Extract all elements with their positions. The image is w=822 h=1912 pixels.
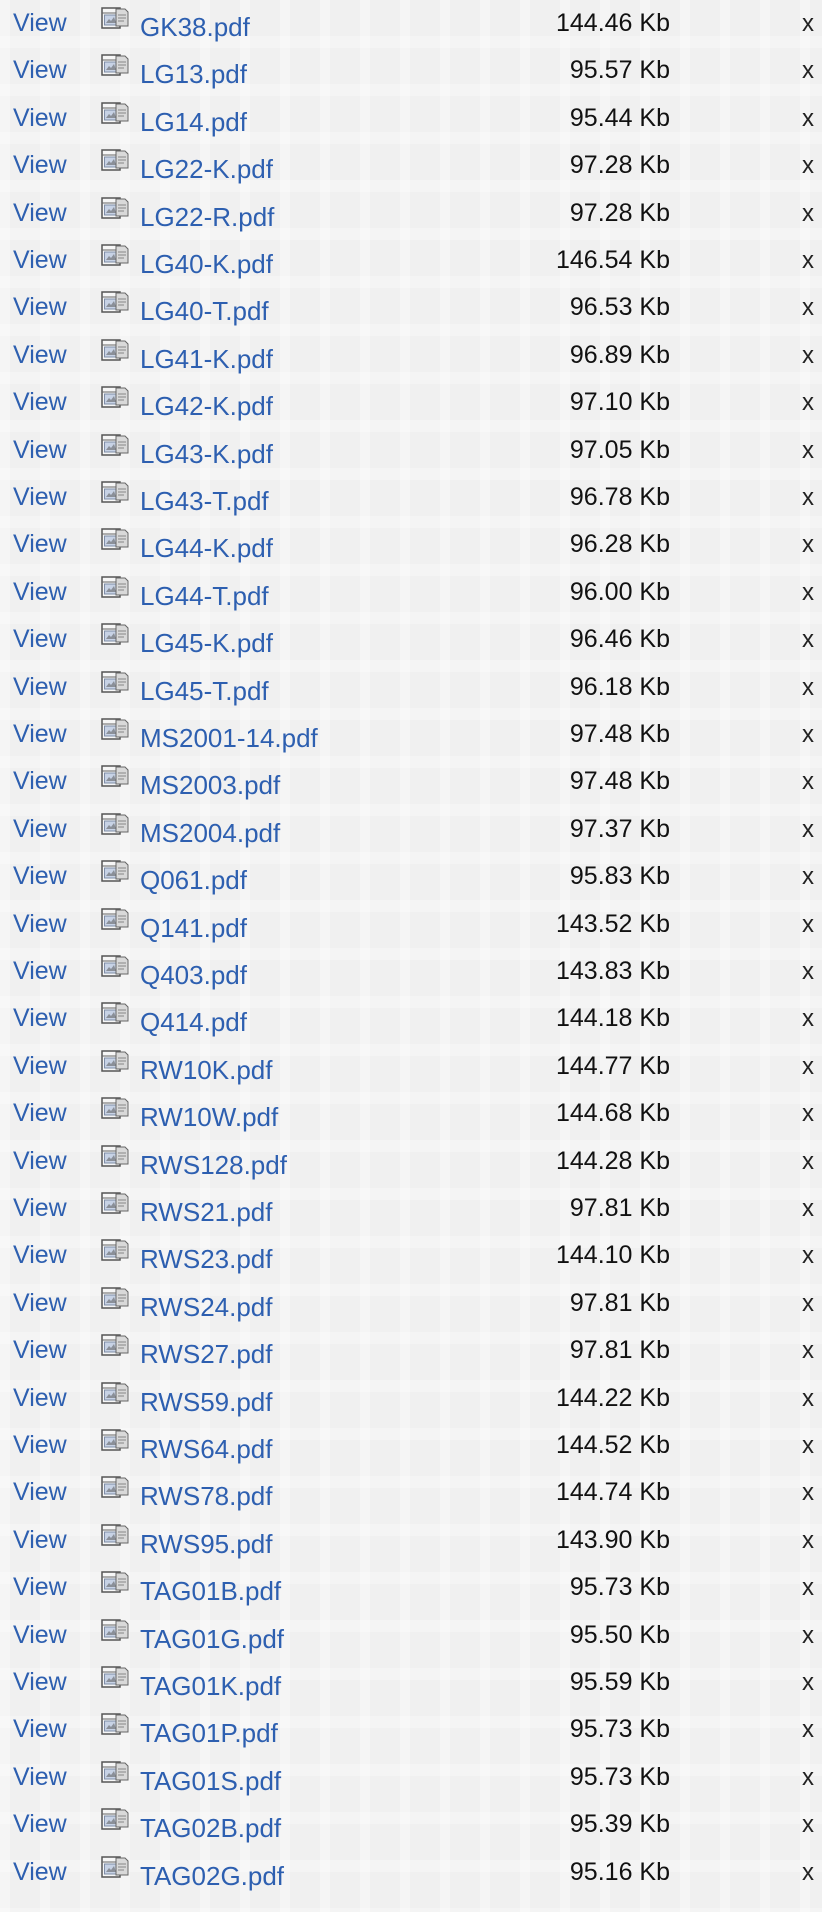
file-name[interactable]: LG45-K.pdf bbox=[140, 628, 273, 659]
remove-button[interactable]: x bbox=[802, 389, 814, 417]
file-row bbox=[0, 1232, 822, 1280]
file-size: 96.28 Kb bbox=[569, 530, 670, 559]
file-size: 95.57 Kb bbox=[569, 56, 670, 85]
file-size: 97.81 Kb bbox=[569, 1288, 670, 1317]
view-link[interactable]: View bbox=[13, 957, 67, 985]
file-name[interactable]: RWS64.pdf bbox=[140, 1434, 273, 1464]
file-icon bbox=[101, 718, 129, 742]
file-icon bbox=[101, 149, 129, 173]
file-row bbox=[0, 474, 822, 522]
file-name[interactable]: TAG01B.pdf bbox=[140, 1576, 282, 1607]
file-size: 144.77 Kb bbox=[556, 1051, 670, 1080]
file-row bbox=[0, 948, 822, 996]
file-size: 95.73 Kb bbox=[569, 1573, 670, 1602]
view-link[interactable]: View bbox=[13, 1383, 67, 1412]
remove-button[interactable]: x bbox=[802, 57, 814, 85]
view-link[interactable]: View bbox=[13, 435, 67, 464]
file-name[interactable]: MS2001-14.pdf bbox=[140, 723, 318, 753]
file-icon bbox=[101, 813, 129, 837]
file-row bbox=[0, 1422, 822, 1470]
file-row bbox=[0, 1375, 822, 1423]
view-link[interactable]: View bbox=[13, 388, 67, 417]
remove-button[interactable]: x bbox=[802, 484, 814, 511]
file-name[interactable]: RWS27.pdf bbox=[140, 1339, 273, 1370]
file-icon bbox=[101, 671, 129, 695]
file-row bbox=[0, 1849, 822, 1897]
file-row bbox=[0, 0, 822, 48]
file-row bbox=[0, 1612, 822, 1660]
view-link[interactable]: View bbox=[13, 720, 67, 748]
file-name[interactable]: LG43-K.pdf bbox=[140, 438, 273, 469]
remove-button[interactable]: x bbox=[802, 1526, 814, 1554]
file-icon bbox=[101, 1097, 129, 1121]
remove-button[interactable]: x bbox=[802, 199, 814, 227]
remove-button[interactable]: x bbox=[802, 1195, 814, 1222]
file-row bbox=[0, 1564, 822, 1612]
file-icon bbox=[101, 576, 129, 600]
file-icon bbox=[101, 7, 129, 31]
file-name[interactable]: TAG02G.pdf bbox=[140, 1860, 285, 1891]
view-link[interactable]: View bbox=[13, 1241, 67, 1270]
remove-button[interactable]: x bbox=[802, 247, 814, 274]
file-size: 95.44 Kb bbox=[569, 103, 670, 132]
file-icon bbox=[101, 244, 129, 268]
remove-button[interactable]: x bbox=[802, 1811, 814, 1839]
view-link[interactable]: View bbox=[13, 530, 67, 559]
remove-button[interactable]: x bbox=[802, 1621, 814, 1649]
view-link[interactable]: View bbox=[13, 1194, 67, 1222]
view-link[interactable]: View bbox=[13, 672, 67, 701]
file-name[interactable]: Q414.pdf bbox=[140, 1007, 247, 1038]
file-size: 146.54 Kb bbox=[556, 246, 670, 274]
file-row bbox=[0, 664, 822, 712]
file-name[interactable]: RWS24.pdf bbox=[140, 1291, 273, 1322]
file-size: 97.48 Kb bbox=[569, 767, 670, 796]
remove-button[interactable]: x bbox=[802, 1242, 814, 1270]
file-size: 144.74 Kb bbox=[556, 1478, 670, 1507]
file-icon bbox=[101, 1050, 129, 1074]
view-link[interactable]: View bbox=[13, 1478, 67, 1507]
file-row bbox=[0, 1090, 822, 1138]
file-name[interactable]: LG14.pdf bbox=[140, 106, 247, 137]
view-link[interactable]: View bbox=[13, 483, 67, 511]
file-row bbox=[0, 711, 822, 759]
file-size: 96.00 Kb bbox=[569, 577, 670, 606]
file-size: 96.18 Kb bbox=[569, 672, 670, 701]
file-row bbox=[0, 901, 822, 949]
file-icon bbox=[101, 1145, 129, 1169]
remove-button[interactable]: x bbox=[802, 626, 814, 654]
file-name[interactable]: TAG02B.pdf bbox=[140, 1813, 282, 1844]
view-link[interactable]: View bbox=[13, 198, 67, 227]
file-row bbox=[0, 95, 822, 143]
remove-button[interactable]: x bbox=[802, 863, 814, 891]
remove-button[interactable]: x bbox=[802, 1337, 814, 1365]
file-name[interactable]: TAG01G.pdf bbox=[140, 1623, 285, 1654]
view-link[interactable]: View bbox=[13, 151, 67, 180]
file-icon bbox=[101, 1666, 129, 1690]
remove-button[interactable]: x bbox=[802, 768, 814, 796]
file-row bbox=[0, 284, 822, 332]
file-size: 95.50 Kb bbox=[569, 1620, 670, 1649]
remove-button[interactable]: x bbox=[802, 910, 814, 938]
view-link[interactable]: View bbox=[13, 1620, 67, 1649]
remove-button[interactable]: x bbox=[802, 1716, 814, 1744]
file-name[interactable]: RWS95.pdf bbox=[140, 1528, 273, 1559]
file-size: 95.59 Kb bbox=[569, 1668, 670, 1696]
remove-button[interactable]: x bbox=[802, 152, 814, 180]
view-link[interactable]: View bbox=[13, 103, 67, 132]
file-name[interactable]: LG42-K.pdf bbox=[140, 391, 273, 422]
file-name[interactable]: LG22-R.pdf bbox=[140, 201, 275, 232]
view-link[interactable]: View bbox=[13, 340, 67, 369]
file-name[interactable]: LG41-K.pdf bbox=[140, 343, 273, 374]
file-icon bbox=[101, 102, 129, 126]
file-icon bbox=[101, 1761, 129, 1785]
remove-button[interactable]: x bbox=[802, 1432, 814, 1459]
view-link[interactable]: View bbox=[13, 862, 67, 891]
file-size: 97.81 Kb bbox=[569, 1336, 670, 1365]
remove-button[interactable]: x bbox=[802, 1147, 814, 1175]
remove-button[interactable]: x bbox=[802, 1052, 814, 1080]
file-row bbox=[0, 569, 822, 617]
remove-button[interactable]: x bbox=[802, 1479, 814, 1507]
file-name[interactable]: LG40-K.pdf bbox=[140, 249, 273, 279]
file-size: 97.28 Kb bbox=[569, 198, 670, 227]
file-row bbox=[0, 1754, 822, 1802]
file-icon bbox=[101, 623, 129, 647]
file-size: 97.05 Kb bbox=[569, 435, 670, 464]
file-row bbox=[0, 1659, 822, 1707]
file-icon bbox=[101, 54, 129, 78]
file-row bbox=[0, 1043, 822, 1091]
file-icon bbox=[101, 860, 129, 884]
file-size: 95.73 Kb bbox=[569, 1762, 670, 1791]
file-name[interactable]: TAG01P.pdf bbox=[140, 1718, 278, 1749]
file-size: 144.46 Kb bbox=[556, 9, 670, 37]
file-name[interactable]: Q061.pdf bbox=[140, 865, 247, 896]
view-link[interactable]: View bbox=[13, 577, 67, 606]
file-size: 96.78 Kb bbox=[569, 483, 670, 511]
file-icon bbox=[101, 528, 129, 552]
file-name[interactable]: LG43-T.pdf bbox=[140, 486, 269, 516]
view-link[interactable]: View bbox=[13, 767, 67, 796]
file-name[interactable]: LG13.pdf bbox=[140, 59, 247, 90]
view-link[interactable]: View bbox=[13, 1288, 67, 1317]
remove-button[interactable]: x bbox=[802, 1384, 814, 1412]
file-name[interactable]: GK38.pdf bbox=[140, 12, 250, 42]
file-size: 144.22 Kb bbox=[556, 1383, 670, 1412]
file-size: 143.90 Kb bbox=[556, 1525, 670, 1554]
file-icon bbox=[101, 1239, 129, 1263]
file-size: 97.81 Kb bbox=[569, 1194, 670, 1222]
file-icon bbox=[101, 434, 129, 458]
view-link[interactable]: View bbox=[13, 246, 67, 274]
file-name[interactable]: RWS23.pdf bbox=[140, 1244, 273, 1275]
file-size: 95.83 Kb bbox=[569, 862, 670, 891]
file-row bbox=[0, 47, 822, 95]
remove-button[interactable]: x bbox=[802, 721, 814, 748]
file-icon bbox=[101, 386, 129, 410]
file-name[interactable]: LG44-K.pdf bbox=[140, 533, 273, 564]
view-link[interactable]: View bbox=[13, 1810, 67, 1839]
file-name[interactable]: LG44-T.pdf bbox=[140, 580, 269, 611]
file-row bbox=[0, 237, 822, 285]
file-name[interactable]: RWS128.pdf bbox=[140, 1149, 287, 1180]
file-row bbox=[0, 758, 822, 806]
view-link[interactable]: View bbox=[13, 56, 67, 85]
file-icon bbox=[101, 1334, 129, 1358]
remove-button[interactable]: x bbox=[802, 1100, 814, 1128]
file-icon bbox=[101, 339, 129, 363]
file-name[interactable]: RWS21.pdf bbox=[140, 1197, 273, 1227]
file-size: 143.83 Kb bbox=[556, 957, 670, 985]
file-icon bbox=[101, 908, 129, 932]
remove-button[interactable]: x bbox=[802, 531, 814, 559]
file-size: 96.53 Kb bbox=[569, 293, 670, 322]
file-size: 96.89 Kb bbox=[569, 340, 670, 369]
file-size: 97.48 Kb bbox=[569, 720, 670, 748]
file-row bbox=[0, 332, 822, 380]
remove-button[interactable]: x bbox=[802, 578, 814, 606]
file-row bbox=[0, 1706, 822, 1754]
remove-button[interactable]: x bbox=[802, 1289, 814, 1317]
file-name[interactable]: TAG01S.pdf bbox=[140, 1765, 282, 1796]
file-name[interactable]: RWS59.pdf bbox=[140, 1386, 273, 1417]
remove-button[interactable]: x bbox=[802, 1574, 814, 1602]
view-link[interactable]: View bbox=[13, 9, 67, 37]
file-size: 144.52 Kb bbox=[556, 1431, 670, 1459]
file-name[interactable]: LG40-T.pdf bbox=[140, 296, 269, 327]
file-name[interactable]: RW10K.pdf bbox=[140, 1054, 273, 1085]
view-link[interactable]: View bbox=[13, 1573, 67, 1602]
remove-button[interactable]: x bbox=[802, 958, 814, 985]
file-size: 96.46 Kb bbox=[569, 625, 670, 654]
file-row bbox=[0, 616, 822, 664]
view-link[interactable]: View bbox=[13, 1004, 67, 1033]
file-icon bbox=[101, 1571, 129, 1595]
file-icon bbox=[101, 1382, 129, 1406]
file-name[interactable]: TAG01K.pdf bbox=[140, 1671, 282, 1701]
file-row bbox=[0, 142, 822, 190]
view-link[interactable]: View bbox=[13, 1715, 67, 1744]
file-row bbox=[0, 1280, 822, 1328]
file-row bbox=[0, 521, 822, 569]
file-icon bbox=[101, 1808, 129, 1832]
file-icon bbox=[101, 1619, 129, 1643]
file-name[interactable]: MS2003.pdf bbox=[140, 770, 281, 801]
remove-button[interactable]: x bbox=[802, 1005, 814, 1033]
file-size: 97.28 Kb bbox=[569, 151, 670, 180]
remove-button[interactable]: x bbox=[802, 341, 814, 369]
remove-button[interactable]: x bbox=[802, 815, 814, 843]
file-icon bbox=[101, 1524, 129, 1548]
file-size: 97.10 Kb bbox=[569, 388, 670, 417]
file-name[interactable]: LG22-K.pdf bbox=[140, 154, 273, 185]
file-icon bbox=[101, 1287, 129, 1311]
view-link[interactable]: View bbox=[13, 909, 67, 938]
file-size: 144.10 Kb bbox=[556, 1241, 670, 1270]
remove-button[interactable]: x bbox=[802, 436, 814, 464]
file-size: 144.18 Kb bbox=[556, 1004, 670, 1033]
file-row bbox=[0, 427, 822, 475]
file-name[interactable]: RW10W.pdf bbox=[140, 1102, 279, 1133]
file-name[interactable]: Q403.pdf bbox=[140, 960, 247, 990]
file-row bbox=[0, 1517, 822, 1565]
view-link[interactable]: View bbox=[13, 293, 67, 322]
view-link[interactable]: View bbox=[13, 1668, 67, 1696]
view-link[interactable]: View bbox=[13, 1146, 67, 1175]
file-row bbox=[0, 1469, 822, 1517]
file-icon bbox=[101, 1476, 129, 1500]
file-name[interactable]: RWS78.pdf bbox=[140, 1481, 273, 1512]
file-size: 143.52 Kb bbox=[556, 909, 670, 938]
file-row bbox=[0, 806, 822, 854]
view-link[interactable]: View bbox=[13, 1051, 67, 1080]
view-link[interactable]: View bbox=[13, 814, 67, 843]
file-icon bbox=[101, 765, 129, 789]
file-size: 95.73 Kb bbox=[569, 1715, 670, 1744]
file-size: 97.37 Kb bbox=[569, 814, 670, 843]
remove-button[interactable]: x bbox=[802, 10, 814, 37]
file-row bbox=[0, 1327, 822, 1375]
file-row bbox=[0, 1138, 822, 1186]
file-size: 144.68 Kb bbox=[556, 1099, 670, 1128]
file-icon bbox=[101, 291, 129, 315]
view-link[interactable]: View bbox=[13, 1525, 67, 1554]
view-link[interactable]: View bbox=[13, 625, 67, 654]
file-icon bbox=[101, 481, 129, 505]
file-row bbox=[0, 995, 822, 1043]
file-name[interactable]: MS2004.pdf bbox=[140, 817, 281, 848]
file-row bbox=[0, 1801, 822, 1849]
file-name[interactable]: Q141.pdf bbox=[140, 912, 247, 943]
file-icon bbox=[101, 955, 129, 979]
file-icon bbox=[101, 197, 129, 221]
view-link[interactable]: View bbox=[13, 1431, 67, 1459]
file-name[interactable]: LG45-T.pdf bbox=[140, 675, 269, 706]
remove-button[interactable]: x bbox=[802, 1858, 814, 1886]
file-icon bbox=[101, 1429, 129, 1453]
remove-button[interactable]: x bbox=[802, 104, 814, 132]
view-link[interactable]: View bbox=[13, 1336, 67, 1365]
remove-button[interactable]: x bbox=[802, 673, 814, 701]
view-link[interactable]: View bbox=[13, 1857, 67, 1886]
view-link[interactable]: View bbox=[13, 1762, 67, 1791]
file-row bbox=[0, 190, 822, 238]
file-row bbox=[0, 379, 822, 427]
file-icon bbox=[101, 1713, 129, 1737]
file-size: 95.39 Kb bbox=[569, 1810, 670, 1839]
file-icon bbox=[101, 1002, 129, 1026]
file-icon bbox=[101, 1856, 129, 1880]
file-row bbox=[0, 853, 822, 901]
file-icon bbox=[101, 1192, 129, 1216]
remove-button[interactable]: x bbox=[802, 1763, 814, 1791]
remove-button[interactable]: x bbox=[802, 1669, 814, 1696]
view-link[interactable]: View bbox=[13, 1099, 67, 1128]
file-size: 144.28 Kb bbox=[556, 1146, 670, 1175]
file-size: 95.16 Kb bbox=[569, 1857, 670, 1886]
remove-button[interactable]: x bbox=[802, 294, 814, 322]
file-row bbox=[0, 1185, 822, 1233]
